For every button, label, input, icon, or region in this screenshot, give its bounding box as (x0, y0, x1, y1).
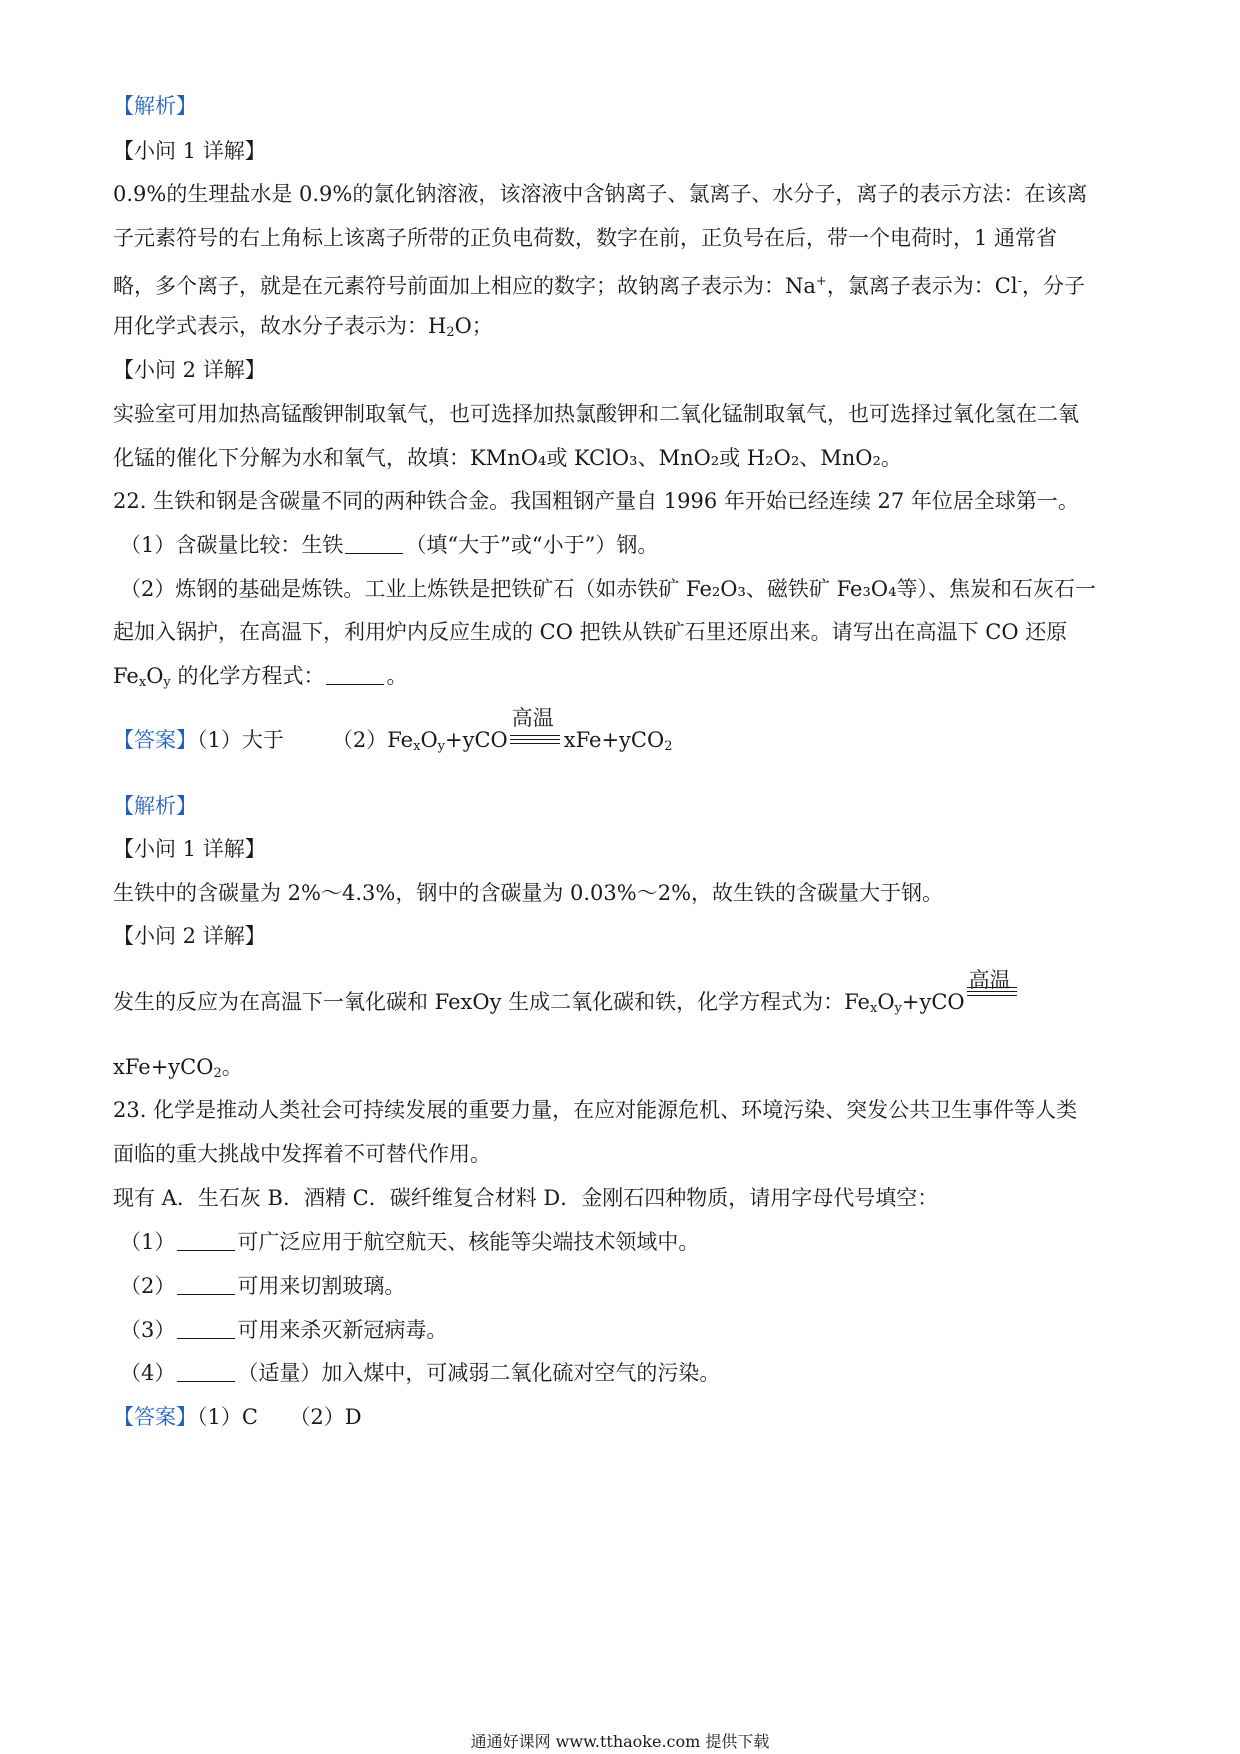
page-footer: 通通好课网 www.tthaoke.com 提供下载 (470, 1732, 770, 1751)
answer-blank (326, 666, 384, 685)
sub-question-2-heading: 【小问 2 详解】 (113, 358, 266, 382)
question-23-item: （4） （适量）加入煤中，可减弱二氧化硫对空气的污染。 (120, 1361, 721, 1385)
answer-blank (177, 1320, 235, 1339)
question-22-part-1: （1）含碳量比较：生铁 （填“大于”或“小于”）钢。 (120, 533, 659, 557)
question-23-stem: 23. 化学是推动人类社会可持续发展的重要力量，在应对能源危机、环境污染、突发公共卫生事件等人类 (113, 1098, 1078, 1122)
sub-question-2-heading: 【小问 2 详解】 (113, 924, 266, 948)
answer-blank (177, 1232, 235, 1251)
paragraph: 略，多个离子，就是在元素符号前面加上相应的数字；故钠离子表示为：Na+，氯离子表示为：Cl-，分子 (113, 274, 1086, 298)
paragraph: 化锰的催化下分解为水和氧气，故填：KMnO₄或 KClO₃、MnO₂或 H₂O₂、MnO₂。 (113, 446, 902, 470)
question-23-options: 现有 A．生石灰 B．酒精 C．碳纤维复合材料 D．金刚石四种物质，请用字母代号填空： (113, 1186, 939, 1210)
paragraph: 发生的反应为在高温下一氧化碳和 FexOy 生成二氧化碳和铁，化学方程式为：$Fe_xO_y+yCO$ 高温 (113, 988, 1133, 1023)
paragraph: 用化学式表示，故水分子表示为：$H_2O$； (113, 314, 493, 340)
question-22-answer: 【答案】（1）大于 $(2)Fe_xO_y+yCO$ 高温 xFe+yCO$_2$ (113, 706, 673, 754)
answer-blank (177, 1363, 235, 1382)
answer-tag: 【答案】 (113, 1405, 197, 1429)
sub-question-1-heading: 【小问 1 详解】 (113, 837, 266, 861)
paragraph: 起加入锅护，在高温下，利用炉内反应生成的 CO 把铁从铁矿石里还原出来。请写出在高温下 CO 还原 (113, 620, 1068, 644)
paragraph: 0.9%的生理盐水是 0.9%的氯化钠溶液，该溶液中含钠离子、氯离子、水分子，离子的表示方法：在该离 (113, 182, 1088, 206)
paragraph: 子元素符号的右上角标上该离子所带的正负电荷数，数字在前，正负号在后，带一个电荷时，1 通常省 (113, 226, 1058, 250)
question-23-answer: 【答案】（1）C （2）D (113, 1405, 362, 1429)
question-22-stem: 22. 生铁和钢是含碳量不同的两种铁合金。我国粗钢产量自 1996 年开始已经连续 27 年位居全球第一。 (113, 489, 1079, 513)
answer-tag: 【答案】 (113, 728, 197, 752)
answer-blank (177, 1276, 235, 1295)
paragraph: 面临的重大挑战中发挥着不可替代作用。 (113, 1142, 491, 1166)
analysis-heading: 【解析】 (113, 94, 197, 118)
question-23-item: （3） 可用来杀灭新冠病毒。 (120, 1318, 448, 1342)
paragraph: $Fe_xO_y$ 的化学方程式： 。 (113, 664, 408, 690)
question-23-item: （1） 可广泛应用于航空航天、核能等尖端技术领域中。 (120, 1230, 700, 1254)
paragraph: 实验室可用加热高锰酸钾制取氧气，也可选择加热氯酸钾和二氧化锰制取氧气，也可选择过氧化氢在二氧 (113, 402, 1079, 426)
paragraph: 生铁中的含碳量为 2%～4.3%，钢中的含碳量为 0.03%～2%，故生铁的含碳量大于钢。 (113, 881, 944, 905)
reaction-condition-equals: 高温 (965, 988, 1021, 1016)
answer-blank (345, 535, 403, 554)
sub-question-1-heading: 【小问 1 详解】 (113, 139, 266, 163)
analysis-heading: 【解析】 (113, 794, 197, 818)
question-23-item: （2） 可用来切割玻璃。 (120, 1274, 406, 1298)
paragraph: xFe+yCO$_2$。 (113, 1055, 243, 1081)
question-22-part-2: （2）炼钢的基础是炼铁。工业上炼铁是把铁矿石（如赤铁矿 Fe₂O₃、磁铁矿 Fe₃O₄等）、焦炭和石灰石一 (120, 577, 1097, 601)
reaction-condition-equals: 高温 (508, 726, 564, 754)
